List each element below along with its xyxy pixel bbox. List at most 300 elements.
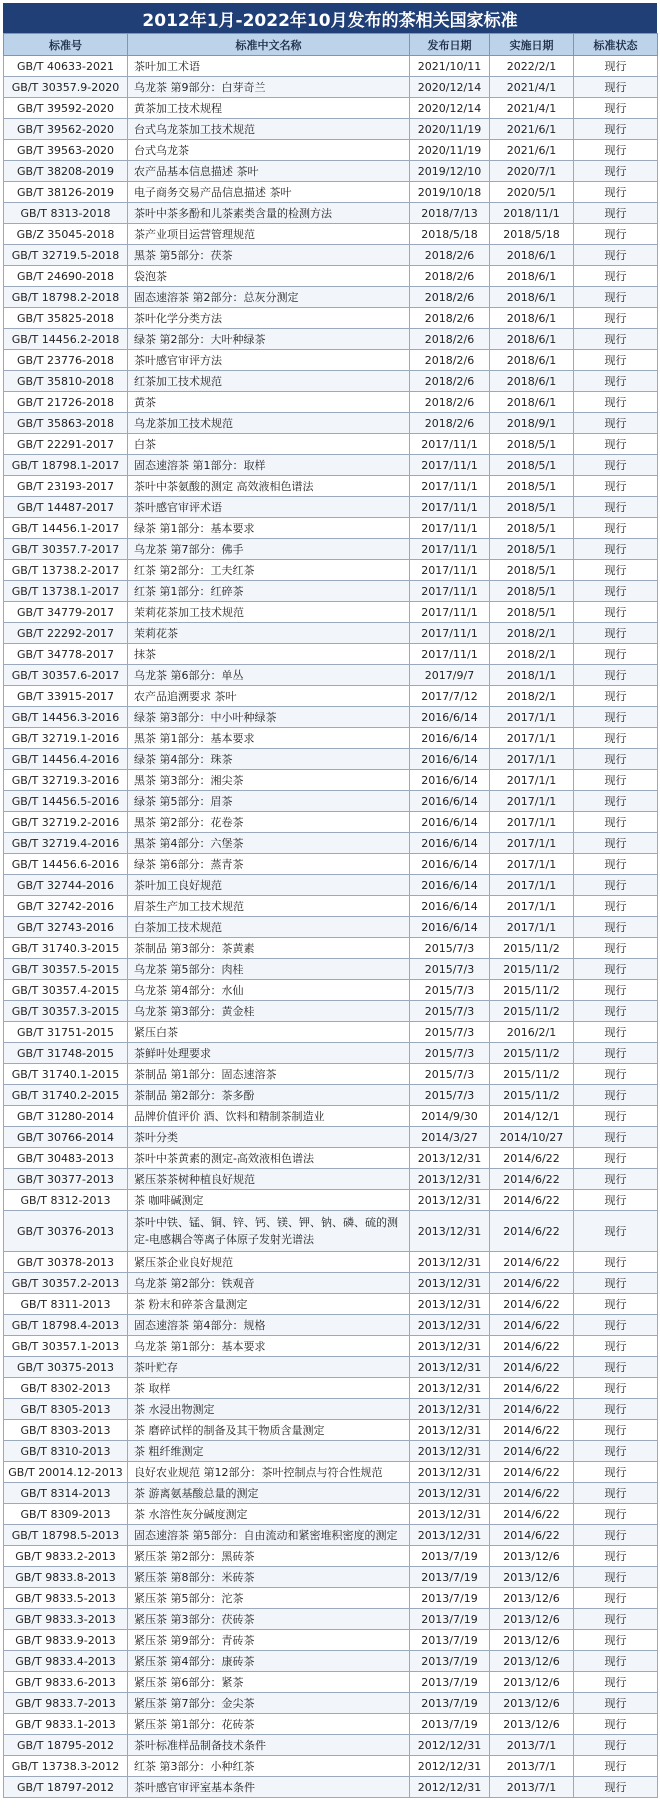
standard-status-cell: 现行 xyxy=(574,1190,658,1211)
table-row xyxy=(4,1483,658,1504)
standard-status-cell: 现行 xyxy=(574,455,658,476)
standard-number-cell: GB/T 39592-2020 xyxy=(4,98,128,119)
standard-name-cell: 乌龙茶 第9部分：白芽奇兰 xyxy=(128,77,410,98)
table-row xyxy=(4,707,658,728)
effective-date-cell: 2013/12/6 xyxy=(490,1630,574,1651)
publish-date-cell: 2015/7/3 xyxy=(410,1043,490,1064)
col-header-effective-date: 实施日期 xyxy=(490,34,574,56)
table-row xyxy=(4,1420,658,1441)
table-row xyxy=(4,1567,658,1588)
standard-status-cell: 现行 xyxy=(574,623,658,644)
standard-status-cell: 现行 xyxy=(574,602,658,623)
standard-name-cell: 紧压白茶 xyxy=(128,1022,410,1043)
standard-status-cell: 现行 xyxy=(574,1651,658,1672)
standard-status-cell: 现行 xyxy=(574,581,658,602)
standard-number-cell: GB/T 14456.4-2016 xyxy=(4,749,128,770)
publish-date-cell: 2017/11/1 xyxy=(410,455,490,476)
publish-date-cell: 2016/6/14 xyxy=(410,707,490,728)
table-header-row xyxy=(4,34,658,56)
table-row xyxy=(4,1190,658,1211)
standard-number-cell: GB/T 9833.5-2013 xyxy=(4,1588,128,1609)
standard-number-cell: GB/T 21726-2018 xyxy=(4,392,128,413)
standard-name-cell: 绿茶 第1部分：基本要求 xyxy=(128,518,410,539)
table-row xyxy=(4,728,658,749)
table-row xyxy=(4,1106,658,1127)
publish-date-cell: 2013/12/31 xyxy=(410,1378,490,1399)
table-row xyxy=(4,455,658,476)
standard-number-cell: GB/T 9833.2-2013 xyxy=(4,1546,128,1567)
publish-date-cell: 2013/7/19 xyxy=(410,1693,490,1714)
publish-date-cell: 2018/2/6 xyxy=(410,413,490,434)
standard-status-cell: 现行 xyxy=(574,728,658,749)
publish-date-cell: 2018/2/6 xyxy=(410,392,490,413)
table-row xyxy=(4,119,658,140)
standard-name-cell: 品牌价值评价 酒、饮料和精制茶制造业 xyxy=(128,1106,410,1127)
table-row xyxy=(4,1756,658,1777)
standard-name-cell: 黑茶 第1部分：基本要求 xyxy=(128,728,410,749)
standard-name-cell: 绿茶 第3部分：中小叶种绿茶 xyxy=(128,707,410,728)
standard-status-cell: 现行 xyxy=(574,203,658,224)
table-row xyxy=(4,476,658,497)
standard-number-cell: GB/T 34778-2017 xyxy=(4,644,128,665)
standard-name-cell: 紧压茶 第4部分：康砖茶 xyxy=(128,1651,410,1672)
table-row xyxy=(4,1525,658,1546)
standard-status-cell: 现行 xyxy=(574,161,658,182)
standard-number-cell: GB/T 9833.6-2013 xyxy=(4,1672,128,1693)
standard-number-cell: GB/T 32743-2016 xyxy=(4,917,128,938)
effective-date-cell: 2014/6/22 xyxy=(490,1211,574,1252)
standard-number-cell: GB/T 34779-2017 xyxy=(4,602,128,623)
publish-date-cell: 2017/11/1 xyxy=(410,434,490,455)
standard-number-cell: GB/T 9833.4-2013 xyxy=(4,1651,128,1672)
standard-name-cell: 茶 水浸出物测定 xyxy=(128,1399,410,1420)
table-row xyxy=(4,140,658,161)
effective-date-cell: 2017/1/1 xyxy=(490,791,574,812)
effective-date-cell: 2015/11/2 xyxy=(490,1064,574,1085)
publish-date-cell: 2013/12/31 xyxy=(410,1441,490,1462)
publish-date-cell: 2017/11/1 xyxy=(410,560,490,581)
standard-status-cell: 现行 xyxy=(574,413,658,434)
standard-number-cell: GB/T 32719.2-2016 xyxy=(4,812,128,833)
table-row xyxy=(4,581,658,602)
publish-date-cell: 2013/7/19 xyxy=(410,1672,490,1693)
publish-date-cell: 2018/2/6 xyxy=(410,266,490,287)
effective-date-cell: 2018/6/1 xyxy=(490,266,574,287)
effective-date-cell: 2017/1/1 xyxy=(490,728,574,749)
publish-date-cell: 2015/7/3 xyxy=(410,1085,490,1106)
standard-number-cell: GB/T 32719.4-2016 xyxy=(4,833,128,854)
standard-status-cell: 现行 xyxy=(574,791,658,812)
effective-date-cell: 2014/10/27 xyxy=(490,1127,574,1148)
standard-name-cell: 台式乌龙茶加工技术规范 xyxy=(128,119,410,140)
effective-date-cell: 2014/6/22 xyxy=(490,1148,574,1169)
standard-number-cell: GB/T 39563-2020 xyxy=(4,140,128,161)
table-row xyxy=(4,854,658,875)
standard-name-cell: 茶叶分类 xyxy=(128,1127,410,1148)
effective-date-cell: 2015/11/2 xyxy=(490,1043,574,1064)
standard-status-cell: 现行 xyxy=(574,812,658,833)
standard-name-cell: 茶 咖啡碱测定 xyxy=(128,1190,410,1211)
publish-date-cell: 2013/12/31 xyxy=(410,1483,490,1504)
table-row xyxy=(4,1022,658,1043)
standard-name-cell: 紧压茶 第1部分：花砖茶 xyxy=(128,1714,410,1735)
standard-status-cell: 现行 xyxy=(574,1022,658,1043)
standard-name-cell: 紧压茶 第6部分：紧茶 xyxy=(128,1672,410,1693)
effective-date-cell: 2021/4/1 xyxy=(490,98,574,119)
standard-number-cell: GB/T 32744-2016 xyxy=(4,875,128,896)
effective-date-cell: 2013/12/6 xyxy=(490,1588,574,1609)
standard-number-cell: GB/T 18798.5-2013 xyxy=(4,1525,128,1546)
table-row xyxy=(4,1546,658,1567)
publish-date-cell: 2016/6/14 xyxy=(410,770,490,791)
standard-name-cell: 茶叶贮存 xyxy=(128,1357,410,1378)
table-row xyxy=(4,1504,658,1525)
standard-number-cell: GB/T 13738.2-2017 xyxy=(4,560,128,581)
standard-name-cell: 白茶加工技术规范 xyxy=(128,917,410,938)
effective-date-cell: 2014/6/22 xyxy=(490,1273,574,1294)
standard-number-cell: GB/T 8305-2013 xyxy=(4,1399,128,1420)
table-row xyxy=(4,812,658,833)
effective-date-cell: 2018/5/1 xyxy=(490,497,574,518)
publish-date-cell: 2012/12/31 xyxy=(410,1735,490,1756)
table-row xyxy=(4,329,658,350)
table-row xyxy=(4,749,658,770)
standard-status-cell: 现行 xyxy=(574,497,658,518)
table-row xyxy=(4,1651,658,1672)
standard-number-cell: GB/T 30357.6-2017 xyxy=(4,665,128,686)
publish-date-cell: 2013/12/31 xyxy=(410,1273,490,1294)
table-row xyxy=(4,266,658,287)
standard-name-cell: 固态速溶茶 第4部分：规格 xyxy=(128,1315,410,1336)
standard-status-cell: 现行 xyxy=(574,644,658,665)
effective-date-cell: 2018/5/1 xyxy=(490,560,574,581)
table-row xyxy=(4,1441,658,1462)
publish-date-cell: 2013/12/31 xyxy=(410,1357,490,1378)
table-row xyxy=(4,371,658,392)
standard-name-cell: 绿茶 第2部分：大叶种绿茶 xyxy=(128,329,410,350)
standard-status-cell: 现行 xyxy=(574,308,658,329)
table-row xyxy=(4,1693,658,1714)
standard-status-cell: 现行 xyxy=(574,392,658,413)
effective-date-cell: 2018/9/1 xyxy=(490,413,574,434)
standard-number-cell: GB/T 30766-2014 xyxy=(4,1127,128,1148)
standard-number-cell: GB/T 9833.3-2013 xyxy=(4,1609,128,1630)
effective-date-cell: 2017/1/1 xyxy=(490,812,574,833)
standard-number-cell: GB/T 30376-2013 xyxy=(4,1211,128,1252)
standard-name-cell: 红茶 第3部分：小种红茶 xyxy=(128,1756,410,1777)
publish-date-cell: 2018/2/6 xyxy=(410,245,490,266)
table-row xyxy=(4,1735,658,1756)
effective-date-cell: 2018/6/1 xyxy=(490,245,574,266)
standard-number-cell: GB/T 24690-2018 xyxy=(4,266,128,287)
effective-date-cell: 2013/12/6 xyxy=(490,1609,574,1630)
table-row xyxy=(4,1001,658,1022)
effective-date-cell: 2018/2/1 xyxy=(490,686,574,707)
effective-date-cell: 2017/1/1 xyxy=(490,917,574,938)
standard-status-cell: 现行 xyxy=(574,140,658,161)
standard-name-cell: 紧压茶 第5部分：沱茶 xyxy=(128,1588,410,1609)
standard-number-cell: GB/T 30483-2013 xyxy=(4,1148,128,1169)
standard-name-cell: 茶叶加工良好规范 xyxy=(128,875,410,896)
standard-name-cell: 乌龙茶加工技术规范 xyxy=(128,413,410,434)
standard-name-cell: 绿茶 第5部分：眉茶 xyxy=(128,791,410,812)
publish-date-cell: 2016/6/14 xyxy=(410,728,490,749)
table-row xyxy=(4,77,658,98)
standard-status-cell: 现行 xyxy=(574,1315,658,1336)
table-row xyxy=(4,539,658,560)
standard-status-cell: 现行 xyxy=(574,917,658,938)
standard-name-cell: 茶叶中铁、锰、铜、锌、钙、镁、钾、钠、磷、硫的测定-电感耦合等离子体原子发射光谱法 xyxy=(128,1211,410,1252)
table-row xyxy=(4,896,658,917)
table-row xyxy=(4,203,658,224)
standard-status-cell: 现行 xyxy=(574,770,658,791)
table-row xyxy=(4,644,658,665)
publish-date-cell: 2018/2/6 xyxy=(410,371,490,392)
standard-status-cell: 现行 xyxy=(574,749,658,770)
effective-date-cell: 2014/12/1 xyxy=(490,1106,574,1127)
standard-number-cell: GB/T 38126-2019 xyxy=(4,182,128,203)
effective-date-cell: 2021/6/1 xyxy=(490,140,574,161)
standard-status-cell: 现行 xyxy=(574,1777,658,1798)
standard-name-cell: 黑茶 第5部分：茯茶 xyxy=(128,245,410,266)
standard-name-cell: 白茶 xyxy=(128,434,410,455)
publish-date-cell: 2016/6/14 xyxy=(410,917,490,938)
standard-number-cell: GB/T 9833.8-2013 xyxy=(4,1567,128,1588)
standard-number-cell: GB/T 8303-2013 xyxy=(4,1420,128,1441)
standard-number-cell: GB/T 9833.1-2013 xyxy=(4,1714,128,1735)
publish-date-cell: 2015/7/3 xyxy=(410,1064,490,1085)
publish-date-cell: 2013/12/31 xyxy=(410,1336,490,1357)
publish-date-cell: 2013/7/19 xyxy=(410,1588,490,1609)
standard-number-cell: GB/T 18797-2012 xyxy=(4,1777,128,1798)
publish-date-cell: 2013/12/31 xyxy=(410,1252,490,1273)
publish-date-cell: 2013/12/31 xyxy=(410,1315,490,1336)
table-row xyxy=(4,1273,658,1294)
standard-status-cell: 现行 xyxy=(574,959,658,980)
standard-name-cell: 紧压茶 第7部分：金尖茶 xyxy=(128,1693,410,1714)
standard-status-cell: 现行 xyxy=(574,1294,658,1315)
effective-date-cell: 2014/6/22 xyxy=(490,1336,574,1357)
table-row xyxy=(4,1252,658,1273)
standard-name-cell: 袋泡茶 xyxy=(128,266,410,287)
standard-status-cell: 现行 xyxy=(574,1672,658,1693)
standard-name-cell: 茶制品 第3部分：茶黄素 xyxy=(128,938,410,959)
standard-name-cell: 农产品基本信息描述 茶叶 xyxy=(128,161,410,182)
table-row xyxy=(4,1672,658,1693)
table-row xyxy=(4,392,658,413)
table-row xyxy=(4,308,658,329)
publish-date-cell: 2013/12/31 xyxy=(410,1190,490,1211)
standard-name-cell: 红茶 第1部分：红碎茶 xyxy=(128,581,410,602)
standard-name-cell: 茶叶标准样品制备技术条件 xyxy=(128,1735,410,1756)
effective-date-cell: 2014/6/22 xyxy=(490,1315,574,1336)
standard-number-cell: GB/T 32719.3-2016 xyxy=(4,770,128,791)
standard-number-cell: GB/T 39562-2020 xyxy=(4,119,128,140)
col-header-status: 标准状态 xyxy=(574,34,658,56)
standard-status-cell: 现行 xyxy=(574,1273,658,1294)
standard-status-cell: 现行 xyxy=(574,560,658,581)
standard-number-cell: GB/T 30357.3-2015 xyxy=(4,1001,128,1022)
publish-date-cell: 2018/2/6 xyxy=(410,329,490,350)
publish-date-cell: 2017/11/1 xyxy=(410,476,490,497)
standard-name-cell: 紧压茶 第2部分：黑砖茶 xyxy=(128,1546,410,1567)
standard-status-cell: 现行 xyxy=(574,896,658,917)
effective-date-cell: 2014/6/22 xyxy=(490,1504,574,1525)
effective-date-cell: 2015/11/2 xyxy=(490,1001,574,1022)
table-row xyxy=(4,1630,658,1651)
effective-date-cell: 2018/5/18 xyxy=(490,224,574,245)
effective-date-cell: 2013/7/1 xyxy=(490,1735,574,1756)
standard-name-cell: 乌龙茶 第6部分：单丛 xyxy=(128,665,410,686)
standard-name-cell: 茶叶化学分类方法 xyxy=(128,308,410,329)
table-row xyxy=(4,1336,658,1357)
standard-number-cell: GB/T 33915-2017 xyxy=(4,686,128,707)
table-body xyxy=(4,56,658,1798)
publish-date-cell: 2018/2/6 xyxy=(410,287,490,308)
effective-date-cell: 2013/7/1 xyxy=(490,1777,574,1798)
standard-number-cell: GB/T 22292-2017 xyxy=(4,623,128,644)
effective-date-cell: 2017/1/1 xyxy=(490,833,574,854)
standard-status-cell: 现行 xyxy=(574,1546,658,1567)
col-header-standard-no: 标准号 xyxy=(4,34,128,56)
standard-number-cell: GB/T 8311-2013 xyxy=(4,1294,128,1315)
standard-number-cell: GB/T 13738.3-2012 xyxy=(4,1756,128,1777)
table-row xyxy=(4,791,658,812)
effective-date-cell: 2018/5/1 xyxy=(490,602,574,623)
table-row xyxy=(4,1777,658,1798)
standard-number-cell: GB/T 30357.4-2015 xyxy=(4,980,128,1001)
standard-number-cell: GB/T 35810-2018 xyxy=(4,371,128,392)
standard-status-cell: 现行 xyxy=(574,287,658,308)
standard-name-cell: 乌龙茶 第4部分：水仙 xyxy=(128,980,410,1001)
effective-date-cell: 2018/5/1 xyxy=(490,539,574,560)
table-row xyxy=(4,1064,658,1085)
standard-number-cell: GB/T 35863-2018 xyxy=(4,413,128,434)
standard-name-cell: 茶叶感官审评术语 xyxy=(128,497,410,518)
standard-status-cell: 现行 xyxy=(574,1001,658,1022)
publish-date-cell: 2013/7/19 xyxy=(410,1609,490,1630)
effective-date-cell: 2013/12/6 xyxy=(490,1651,574,1672)
standards-table xyxy=(3,33,658,1798)
effective-date-cell: 2018/11/1 xyxy=(490,203,574,224)
standard-number-cell: GB/T 31751-2015 xyxy=(4,1022,128,1043)
effective-date-cell: 2014/6/22 xyxy=(490,1483,574,1504)
effective-date-cell: 2021/6/1 xyxy=(490,119,574,140)
table-row xyxy=(4,875,658,896)
publish-date-cell: 2014/3/27 xyxy=(410,1127,490,1148)
standard-name-cell: 茶制品 第1部分：固态速溶茶 xyxy=(128,1064,410,1085)
standard-number-cell: GB/T 23193-2017 xyxy=(4,476,128,497)
standard-status-cell: 现行 xyxy=(574,1336,658,1357)
standard-number-cell: GB/T 30378-2013 xyxy=(4,1252,128,1273)
standard-name-cell: 茉莉花茶加工技术规范 xyxy=(128,602,410,623)
standard-number-cell: GB/T 30375-2013 xyxy=(4,1357,128,1378)
table-row xyxy=(4,434,658,455)
standard-status-cell: 现行 xyxy=(574,245,658,266)
effective-date-cell: 2018/5/1 xyxy=(490,518,574,539)
standard-name-cell: 固态速溶茶 第5部分：自由流动和紧密堆积密度的测定 xyxy=(128,1525,410,1546)
effective-date-cell: 2018/6/1 xyxy=(490,371,574,392)
standard-status-cell: 现行 xyxy=(574,56,658,77)
standard-name-cell: 茶 磨碎试样的制备及其干物质含量测定 xyxy=(128,1420,410,1441)
effective-date-cell: 2017/1/1 xyxy=(490,707,574,728)
table-row xyxy=(4,959,658,980)
publish-date-cell: 2018/2/6 xyxy=(410,350,490,371)
table-row xyxy=(4,161,658,182)
table-row xyxy=(4,1357,658,1378)
table-row xyxy=(4,1315,658,1336)
table-row xyxy=(4,938,658,959)
standard-name-cell: 黄茶加工技术规程 xyxy=(128,98,410,119)
table-row xyxy=(4,518,658,539)
standard-name-cell: 乌龙茶 第2部分：铁观音 xyxy=(128,1273,410,1294)
standard-number-cell: GB/T 22291-2017 xyxy=(4,434,128,455)
publish-date-cell: 2013/12/31 xyxy=(410,1294,490,1315)
effective-date-cell: 2022/2/1 xyxy=(490,56,574,77)
standard-status-cell: 现行 xyxy=(574,980,658,1001)
standard-number-cell: GB/T 32742-2016 xyxy=(4,896,128,917)
publish-date-cell: 2017/11/1 xyxy=(410,497,490,518)
standard-status-cell: 现行 xyxy=(574,434,658,455)
col-header-name: 标准中文名称 xyxy=(128,34,410,56)
publish-date-cell: 2019/12/10 xyxy=(410,161,490,182)
publish-date-cell: 2014/9/30 xyxy=(410,1106,490,1127)
table-row xyxy=(4,497,658,518)
standard-status-cell: 现行 xyxy=(574,1630,658,1651)
standard-number-cell: GB/T 23776-2018 xyxy=(4,350,128,371)
publish-date-cell: 2013/12/31 xyxy=(410,1211,490,1252)
effective-date-cell: 2014/6/22 xyxy=(490,1441,574,1462)
standard-name-cell: 乌龙茶 第7部分：佛手 xyxy=(128,539,410,560)
standard-number-cell: GB/T 35825-2018 xyxy=(4,308,128,329)
effective-date-cell: 2018/2/1 xyxy=(490,623,574,644)
standard-status-cell: 现行 xyxy=(574,1169,658,1190)
standard-status-cell: 现行 xyxy=(574,1211,658,1252)
publish-date-cell: 2013/12/31 xyxy=(410,1148,490,1169)
effective-date-cell: 2014/6/22 xyxy=(490,1169,574,1190)
standard-name-cell: 茶叶中茶氨酸的测定 高效液相色谱法 xyxy=(128,476,410,497)
publish-date-cell: 2013/12/31 xyxy=(410,1399,490,1420)
effective-date-cell: 2013/12/6 xyxy=(490,1567,574,1588)
standard-status-cell: 现行 xyxy=(574,1693,658,1714)
standard-name-cell: 黑茶 第2部分：花卷茶 xyxy=(128,812,410,833)
effective-date-cell: 2018/1/1 xyxy=(490,665,574,686)
sheet-title: 2012年1月-2022年10月发布的茶相关国家标准 xyxy=(3,3,657,33)
standard-number-cell: GB/T 14487-2017 xyxy=(4,497,128,518)
standard-number-cell: GB/T 8314-2013 xyxy=(4,1483,128,1504)
effective-date-cell: 2017/1/1 xyxy=(490,749,574,770)
standard-status-cell: 现行 xyxy=(574,266,658,287)
effective-date-cell: 2018/6/1 xyxy=(490,308,574,329)
standard-number-cell: GB/T 31740.1-2015 xyxy=(4,1064,128,1085)
standard-number-cell: GB/T 8309-2013 xyxy=(4,1504,128,1525)
standard-number-cell: GB/T 30357.9-2020 xyxy=(4,77,128,98)
standard-name-cell: 固态速溶茶 第1部分：取样 xyxy=(128,455,410,476)
standard-name-cell: 紧压茶 第9部分：青砖茶 xyxy=(128,1630,410,1651)
standard-name-cell: 绿茶 第4部分：珠茶 xyxy=(128,749,410,770)
standard-status-cell: 现行 xyxy=(574,1064,658,1085)
publish-date-cell: 2017/11/1 xyxy=(410,644,490,665)
table-row xyxy=(4,182,658,203)
effective-date-cell: 2014/6/22 xyxy=(490,1420,574,1441)
standard-name-cell: 茶制品 第2部分：茶多酚 xyxy=(128,1085,410,1106)
standard-status-cell: 现行 xyxy=(574,686,658,707)
publish-date-cell: 2013/7/19 xyxy=(410,1630,490,1651)
standard-number-cell: GB/T 9833.7-2013 xyxy=(4,1693,128,1714)
standard-number-cell: GB/T 32719.1-2016 xyxy=(4,728,128,749)
effective-date-cell: 2018/5/1 xyxy=(490,455,574,476)
effective-date-cell: 2018/6/1 xyxy=(490,392,574,413)
